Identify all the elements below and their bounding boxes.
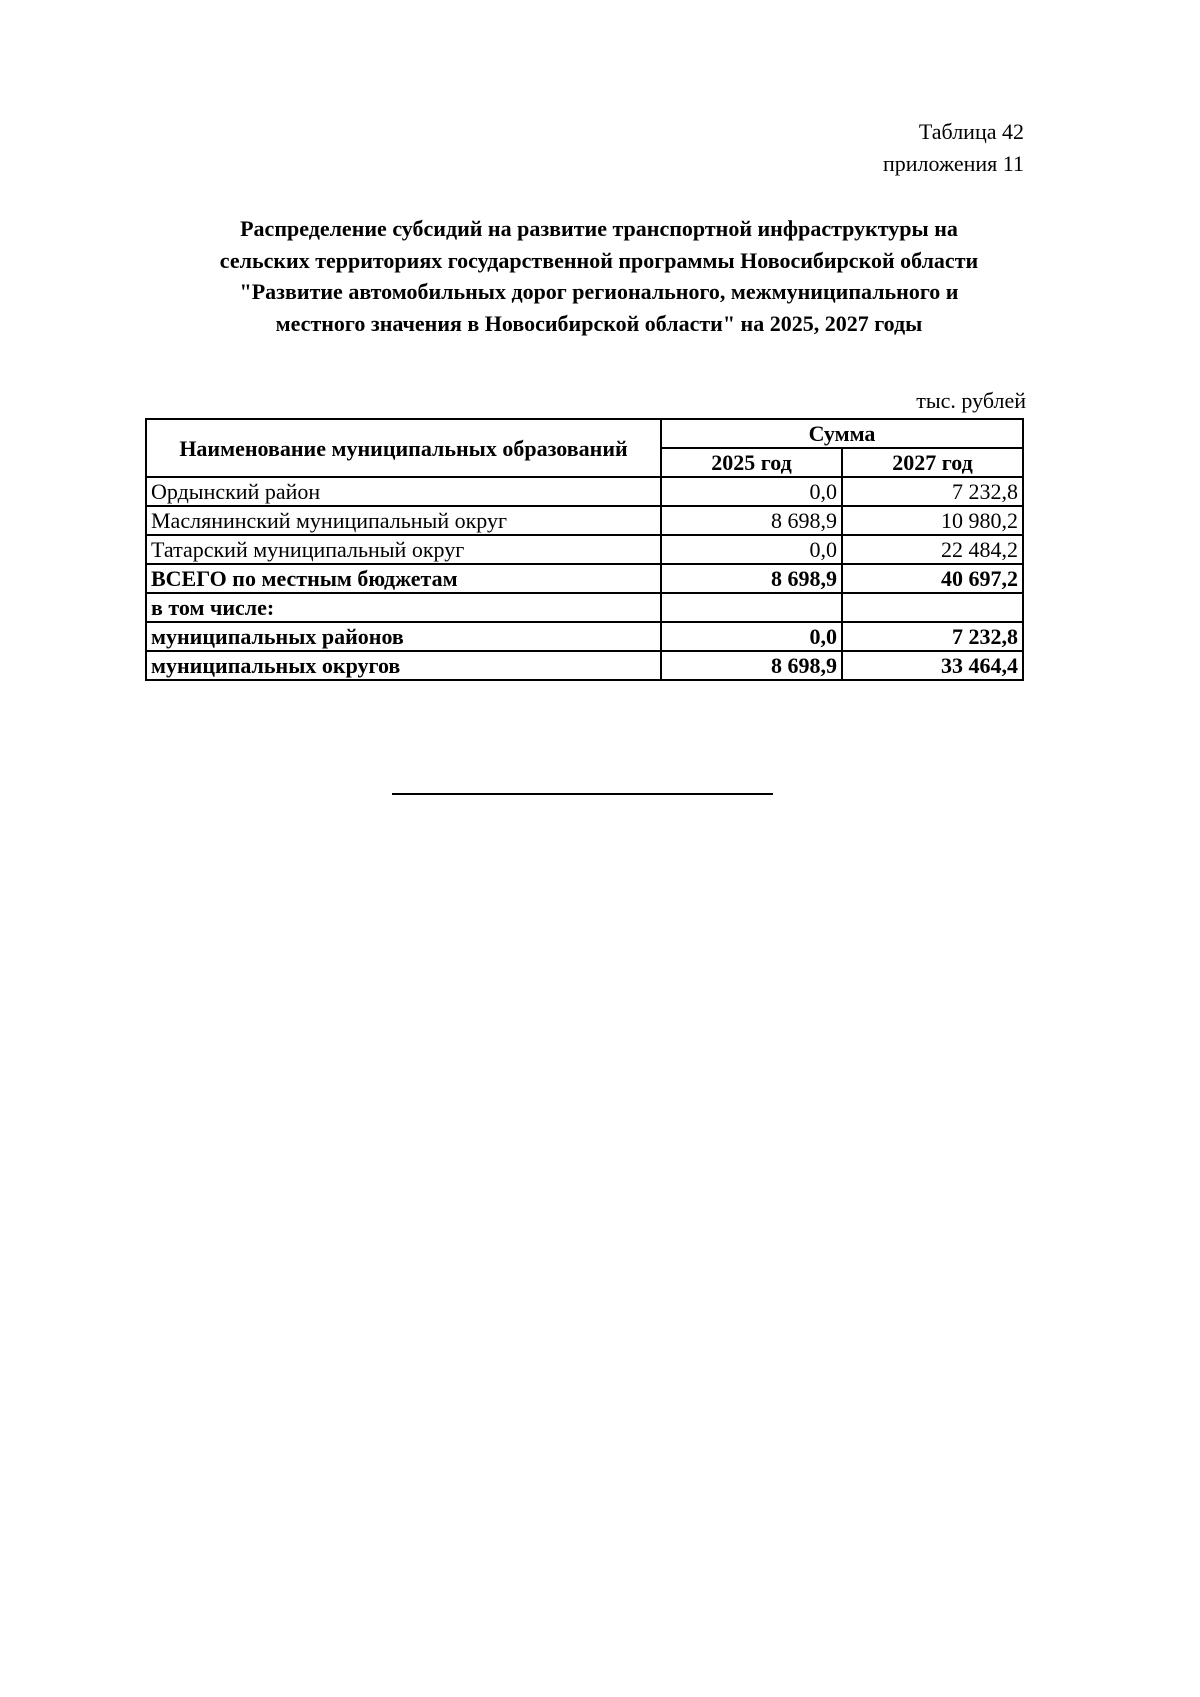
column-header-2027: 2027 год	[842, 448, 1023, 477]
title-line-2: сельских территориях государственной программы Новосибирской области	[219, 247, 979, 273]
title-line-1: Распределение субсидий на развитие транспортной инфраструктуры на	[240, 216, 958, 241]
row-name: ВСЕГО по местным бюджетам	[146, 564, 661, 593]
row-value-2025	[661, 593, 842, 622]
column-header-2025: 2025 год	[661, 448, 842, 477]
row-value-2025: 0,0	[661, 477, 842, 506]
row-name: муниципальных округов	[146, 651, 661, 680]
row-value-2025: 8 698,9	[661, 564, 842, 593]
table-reference: Таблица 42	[918, 119, 1024, 144]
title-line-4: местного значения в Новосибирской области" на 2025, 2027 годы	[275, 310, 923, 336]
row-value-2025: 0,0	[661, 535, 842, 564]
row-value-2025: 8 698,9	[661, 506, 842, 535]
document-title	[130, 213, 1068, 339]
table-row	[146, 477, 1023, 506]
row-value-2025: 0,0	[661, 622, 842, 651]
row-value-2027: 22 484,2	[842, 535, 1023, 564]
row-name: муниципальных районов	[146, 622, 661, 651]
subsidy-table	[145, 418, 1024, 681]
row-value-2027: 33 464,4	[842, 651, 1023, 680]
table-row	[146, 506, 1023, 535]
row-value-2027: 10 980,2	[842, 506, 1023, 535]
subtotal-heading-row	[146, 593, 1023, 622]
appendix-reference: приложения 11	[882, 151, 1024, 176]
row-value-2027	[842, 593, 1023, 622]
row-value-2025: 8 698,9	[661, 651, 842, 680]
end-separator-line	[392, 793, 773, 795]
row-value-2027: 40 697,2	[842, 564, 1023, 593]
row-value-2027: 7 232,8	[842, 477, 1023, 506]
subtotal-row	[146, 622, 1023, 651]
table-row	[146, 535, 1023, 564]
title-line-3: "Развитие автомобильных дорог регионального, межмуниципального и	[239, 279, 959, 304]
row-name: Ордынский район	[146, 477, 661, 506]
row-name: в том числе:	[146, 593, 661, 622]
unit-label: тыс. рублей	[916, 388, 1026, 413]
subtotal-row	[146, 651, 1023, 680]
row-value-2027: 7 232,8	[842, 622, 1023, 651]
column-header-sum: Сумма	[661, 419, 1023, 448]
column-header-name: Наименование муниципальных образований	[146, 419, 661, 477]
row-name: Татарский муниципальный округ	[146, 535, 661, 564]
row-name: Маслянинский муниципальный округ	[146, 506, 661, 535]
total-row	[146, 564, 1023, 593]
